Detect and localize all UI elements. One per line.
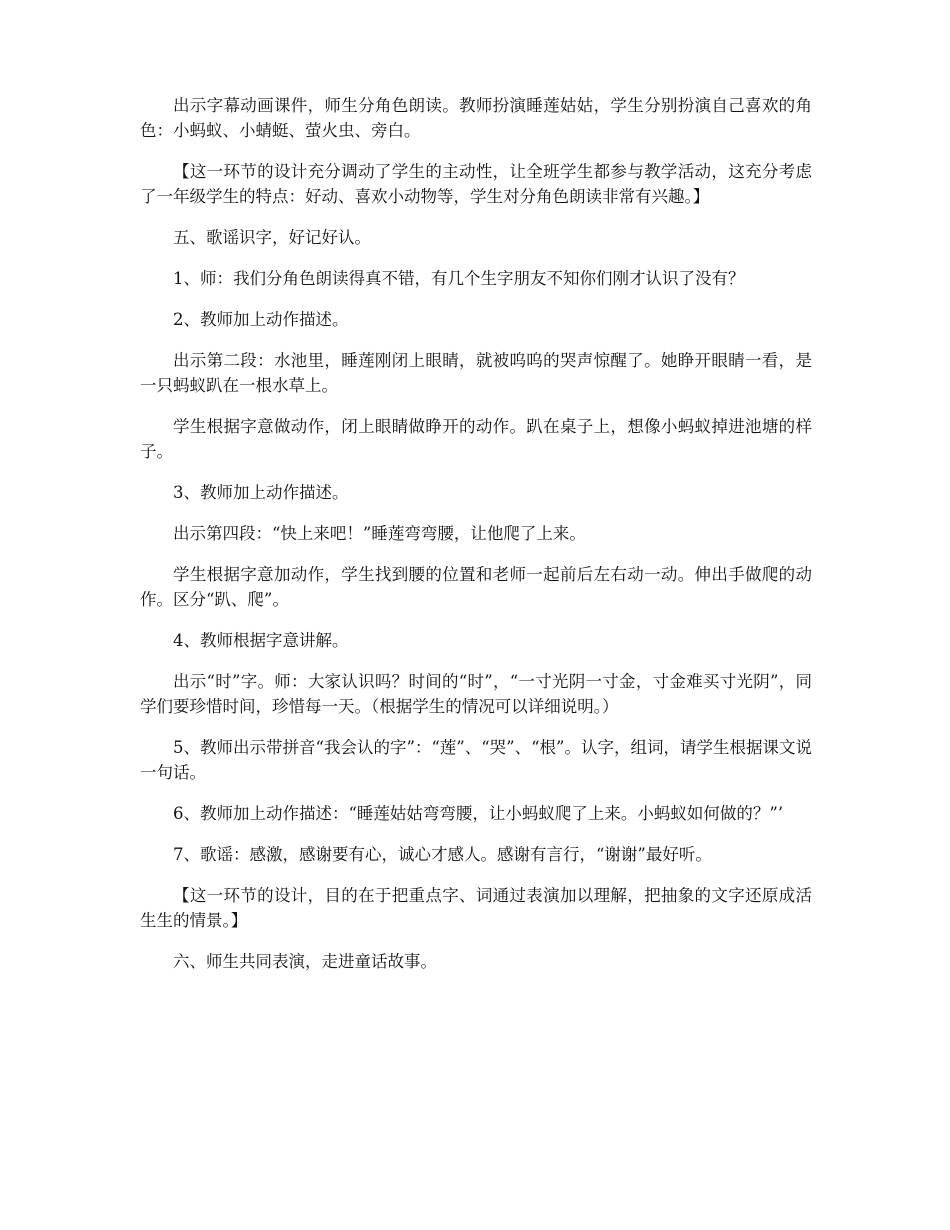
paragraph-second-section: 出示第二段：水池里，睡莲刚闭上眼睛，就被呜呜的哭声惊醒了。她睁开眼睛一看，是一只蚂蚁趴在一根水草上。 [140,351,812,395]
paragraph-1: 出示字幕动画课件，师生分角色朗读。教师扮演睡莲姑姑，学生分别扮演自己喜欢的角色：小蚂蚁、小蜻蜓、萤火虫、旁白。 [140,96,812,140]
paragraph-step-7: 7、歌谣：感激，感谢要有心，诚心才感人。感谢有言行，“谢谢”最好听。 [173,845,712,864]
paragraph-step-4: 4、教师根据字意讲解。 [173,631,349,650]
paragraph-step-1: 1、师：我们分角色朗读得真不错，有几个生字朋友不知你们刚才认识了没有？ [173,269,745,288]
paragraph-shi-character: 出示“时”字。师：大家认识吗？时间的“时”，“一寸光阴一寸金，寸金难买寸光阴”，同学们要珍惜时间，珍惜每一天。（根据学生的情况可以详细说明。） [140,672,812,716]
paragraph-step-2: 2、教师加上动作描述。 [173,310,349,329]
paragraph-fourth-section: 出示第四段：“快上来吧！”睡莲弯弯腰，让他爬了上来。 [173,524,586,543]
paragraph-student-action-1: 学生根据字意做动作，闭上眼睛做睁开的动作。趴在桌子上，想像小蚂蚁掉进池塘的样子。 [140,417,812,461]
section-heading-5: 五、歌谣识字，好记好认。 [173,228,371,247]
section-heading-6: 六、师生共同表演，走进童话故事。 [173,952,437,971]
document-body [140,93,812,990]
paragraph-design-note-2: 【这一环节的设计，目的在于把重点字、词通过表演加以理解，把抽象的文字还原成活生生的情景。】 [140,886,812,930]
paragraph-step-3: 3、教师加上动作描述。 [173,483,349,502]
paragraph-student-action-2: 学生根据字意加动作，学生找到腰的位置和老师一起前后左右动一动。伸出手做爬的动作。区分“趴、爬”。 [140,565,812,609]
paragraph-2-design-note: 【这一环节的设计充分调动了学生的主动性，让全班学生都参与教学活动，这充分考虑了一年级学生的特点：好动、喜欢小动物等，学生对分角色朗读非常有兴趣。】 [140,162,812,206]
paragraph-step-5: 5、教师出示带拼音“我会认的字”：“莲”、“哭”、“根”。认字，组词，请学生根据课文说一句话。 [140,738,812,782]
paragraph-step-6: 6、教师加上动作描述：“睡莲姑姑弯弯腰，让小蚂蚁爬了上来。小蚂蚁如何做的？”’ [173,804,784,823]
